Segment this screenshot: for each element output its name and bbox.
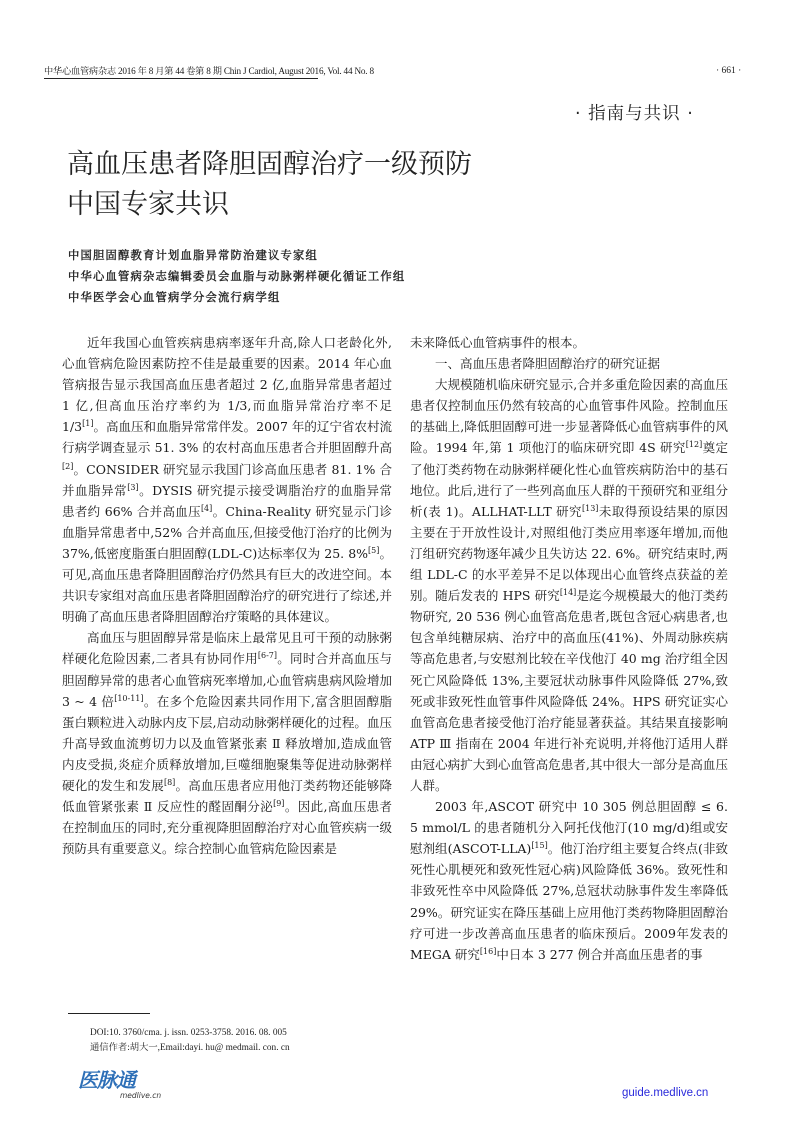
text: 。可见,高血压患者降胆固醇治疗仍然具有巨大的改进空间。本共识专家组对高血压患者降胆固醇治疗的研究进行了综述,并明确了高血压患者降胆固醇治疗策略的具体建议。 <box>62 545 392 625</box>
section-heading: 一、高血压患者降胆固醇治疗的研究证据 <box>435 356 661 372</box>
title-line-2: 中国专家共识 <box>67 189 229 220</box>
left-column <box>62 332 392 859</box>
text: 。DYSIS 研究提示接受调脂治疗的血脂异常患者约 66% 合并高血压 <box>62 482 392 519</box>
author-group: 中华心血管病杂志编辑委员会血脂与动脉粥样硬化循证工作组 <box>68 269 406 283</box>
paragraph: 未来降低心血管病事件的根本。 <box>410 335 586 350</box>
text: 是迄今规模最大的他汀类药物研究, 20 536 例心血管高危患者,既包含冠心病患者,也包含单纯糖尿病、治疗中的高血压(41%)、外周动脉疾病等高危患者,与安慰剂比较在辛伐他汀 40 mg 治疗组全因死亡风险降低 13%,主要冠状动脉事件风险降低 27%,致死或非致死性血管事件风险降低 24%。HPS 研究证实心血管高危患者接受他汀治疗能显著获益。其结果直接影响 ATP Ⅲ 指南在 2004 年进行补充说明,并将他汀适用人群由冠心病扩大到心血管高危患者,其中很大一部分是高血压人群。 <box>410 588 728 793</box>
citation[interactable]: [10-11] <box>114 693 144 703</box>
citation[interactable]: [14] <box>559 588 577 598</box>
paragraph <box>62 627 392 859</box>
citation[interactable]: [15] <box>531 841 548 851</box>
citation[interactable]: [2] <box>62 461 74 471</box>
citation[interactable]: [12] <box>685 440 703 450</box>
medlive-logo[interactable] <box>78 1069 178 1109</box>
text: 。CONSIDER 研究显示我国门诊高血压患者 81. 1% 合并血脂异常 <box>62 461 392 498</box>
footnotes <box>90 1026 290 1056</box>
text: 大规模随机临床研究显示,合并多重危险因素的高血压患者仅控制血压仍然有较高的心血管事件风险。控制血压的基础上,降低胆固醇可进一步显著降低心血管病事件的风险。1994 年,第 1 项他汀的临床研究即 4S 研究 <box>410 377 728 456</box>
author-group: 中华医学会心血管病学分会流行病学组 <box>68 290 281 304</box>
text: 。China-Reality 研究显示门诊血脂异常患者中,52% 合并高血压,但接受他汀治疗的比例为 37%,低密度脂蛋白胆固醇(LDL-C)达标率仅为 25. 8% <box>62 503 392 561</box>
logo-subtitle: medlive.cn <box>120 1091 162 1100</box>
text: 高血压与胆固醇异常是临床上最常见且可干预的动脉粥样硬化危险因素,二者具有协同作用 <box>62 630 392 667</box>
text: 近年我国心血管疾病患病率逐年升高,除人口老龄化外,心血管病危险因素防控不佳是最重要的因素。2014 年心血管病报告显示我国高血压患者超过 2 亿,血脂异常患者超过 1 亿,但高血压治疗率约为 1/3,而血脂异常治疗率不足 1/3 <box>62 335 392 435</box>
citation[interactable]: [6-7] <box>257 651 277 661</box>
citation[interactable]: [16] <box>479 946 497 956</box>
author-groups <box>68 245 405 308</box>
page-number: · 661 · <box>716 66 742 76</box>
text: 。因此,高血压患者在控制血压的同时,充分重视降胆固醇治疗对心血管疾病一级预防具有重要意义。综合控制心血管病危险因素是 <box>62 799 392 857</box>
citation[interactable]: [8] <box>163 777 176 787</box>
running-header: 中华心血管病杂志 2016 年 8 月第 44 卷第 8 期 Chin J Cardiol, August 2016, Vol. 44 No. 8 <box>44 66 318 79</box>
text: 中日本 3 277 例合并高血压患者的事 <box>496 946 703 962</box>
title-line-1: 高血压患者降胆固醇治疗一级预防 <box>67 149 472 180</box>
article-title <box>67 145 472 225</box>
citation[interactable]: [5] <box>368 545 380 555</box>
citation[interactable]: [3] <box>127 482 139 492</box>
author-group: 中国胆固醇教育计划血脂异常防治建议专家组 <box>68 248 318 262</box>
text: 未取得预设结果的原因主要在于开放性设计,对照组他汀类应用率逐年增加,而他汀组研究药物逐年减少且失访达 22. 6%。研究结束时,两组 LDL-C 的水平差异不足以体现出心血管终点获益的差别。随后发表的 HPS 研究 <box>410 503 728 604</box>
logo-mark: 医脉通 <box>78 1068 135 1092</box>
doi[interactable]: DOI:10. 3760/cma. j. issn. 0253-3758. 2016. 08. 005 <box>90 1028 287 1038</box>
citation[interactable]: [9] <box>273 799 285 809</box>
text: 。高血压和血脂异常常伴发。2007 年的辽宁省农村流行病学调查显示 51. 3% 的农村高血压患者合并胆固醇升高 <box>62 419 392 456</box>
paragraph <box>410 796 728 965</box>
watermark-link[interactable]: guide.medlive.cn <box>622 1087 709 1099</box>
footnote-divider <box>68 1013 150 1014</box>
paragraph <box>410 374 728 796</box>
text: 。高血压患者应用他汀类药物还能够降低血管紧张素 Ⅱ 反应性的醛固酮分泌 <box>62 777 392 815</box>
citation[interactable]: [13] <box>582 503 599 513</box>
right-column <box>410 332 728 965</box>
text: 2003 年,ASCOT 研究中 10 305 例总胆固醇 ≤ 6. 5 mmol/L 的患者随机分入阿托伐他汀(10 mg/d)组或安慰剂组(ASCOT-LLA) <box>410 799 728 857</box>
text: 。在多个危险因素共同作用下,富含胆固醇脂蛋白颗粒进入动脉内皮下层,启动动脉粥样硬化的过程。血压升高导致血流剪切力以及血管紧张素 Ⅱ 释放增加,造成血管内皮受损,炎症介质释放增加,巨噬细胞聚集等促进动脉粥样硬化的发生和发展 <box>62 693 392 793</box>
citation[interactable]: [1] <box>82 419 94 429</box>
section-tag: · 指南与共识 · <box>575 104 694 124</box>
paragraph <box>62 332 392 627</box>
correspondence: 通信作者:胡大一,Email:dayi. hu@ medmail. con. cn <box>90 1043 290 1053</box>
text: 。同时合并高血压与胆固醇异常的患者心血管病死率增加,心血管病患病风险增加 3 ~ 4 倍 <box>62 651 392 709</box>
citation[interactable]: [4] <box>200 503 213 513</box>
text: 。他汀治疗组主要复合终点(非致死性心肌梗死和致死性冠心病)风险降低 36%。致死性和非致死性卒中风险降低 27%,总冠状动脉事件发生率降低 29%。研究证实在降压基础上应用他汀类药物降胆固醇治疗可进一步改善高血压患者的临床预后。2009年发表的 MEGA 研究 <box>410 841 728 962</box>
text: 奠定了他汀类药物在动脉粥样硬化性心血管疾病防治中的基石地位。此后,进行了一些列高血压人群的干预研究和亚组分析(表 1)。ALLHAT-LLT 研究 <box>410 440 728 519</box>
